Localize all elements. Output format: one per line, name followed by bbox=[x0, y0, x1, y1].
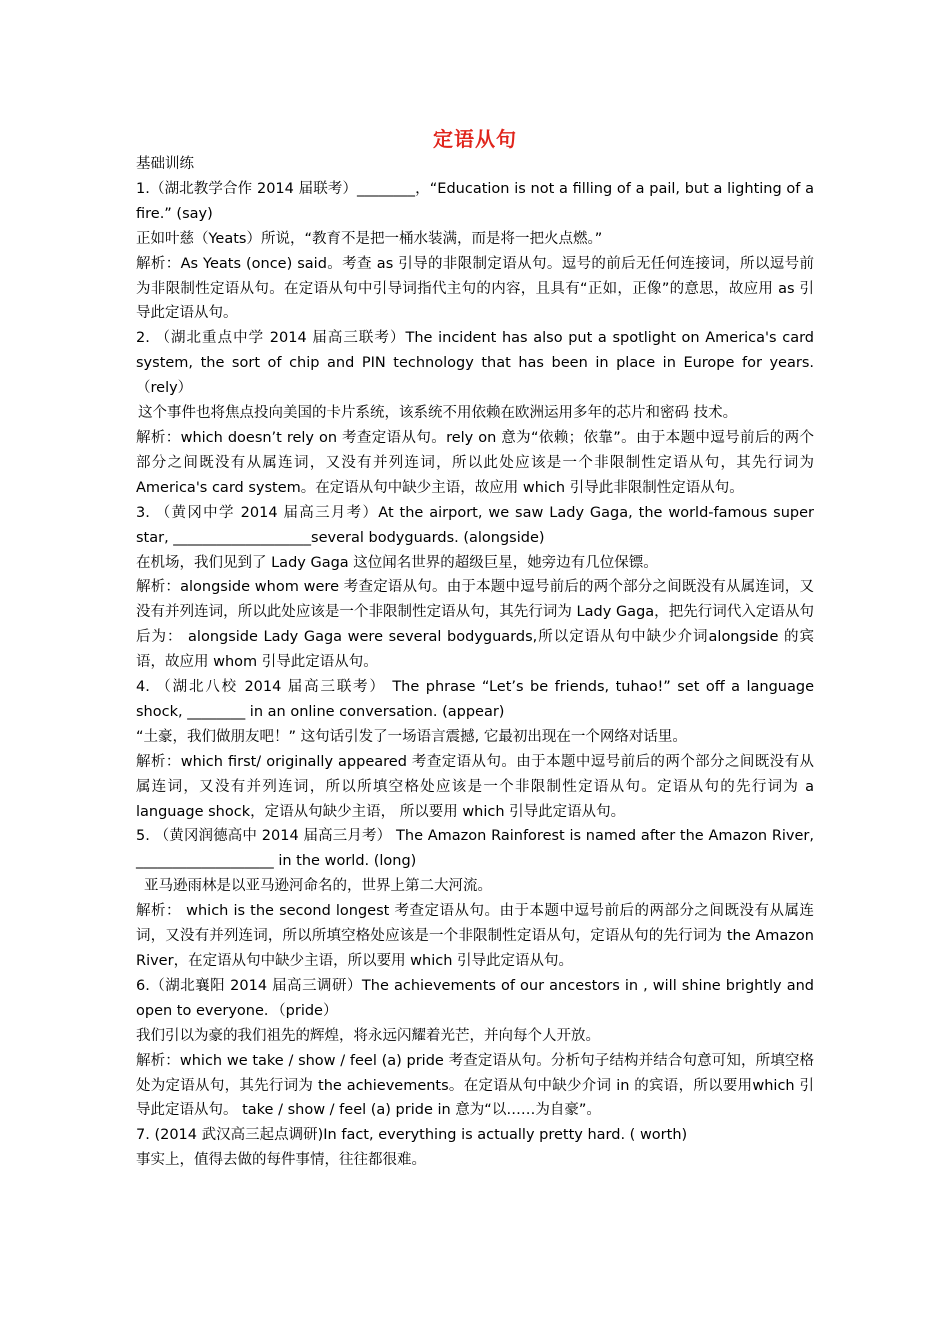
analysis-2: 解析：which doesn’t rely on 考查定语从句。rely on 意为“依赖；依靠”。由于本题中逗号前后的两个部分之间既没有从属连词，又没有并列连词，所以此处应该是一个非限制性定语从句，其先行词为 America's card system。在定语从句中缺少主语，故应用 which 引导此非限制性定语从句。 bbox=[136, 429, 814, 496]
question-4: 4. （湖北八校 2014 届高三联考） The phrase “Let’s be friends, tuhao!” set off a language shock, ________ in an online conversation. (appear) bbox=[136, 679, 814, 720]
translation-7: 事实上，值得去做的每件事情，往往都很难。 bbox=[136, 1152, 426, 1169]
analysis-5: 解析： which is the second longest 考查定语从句。由于本题中逗号前后的两部分之间既没有从属连词，又没有并列连词，所以所填空格处应该是一个非限制性定语从句，定语从句的先行词为 the Amazon River，在定语从句中缺少主语，所以要用 which 引导此定语从句。 bbox=[136, 903, 814, 969]
analysis-6: 解析：which we take / show / feel (a) pride 考查定语从句。分析句子结构并结合句意可知，所填空格处为定语从句，其先行词为 the achievements。在定语从句中缺少介词 in 的宾语，所以要用which 引导此定语从句。 take / show / feel (a) pride in 意为“以……为自豪”。 bbox=[136, 1052, 814, 1119]
translation-2: 这个事件也将焦点投向美国的卡片系统，该系统不用依赖在欧洲运用多年的芯片和密码 技术。 bbox=[138, 405, 738, 422]
section-heading: 基础训练 bbox=[136, 156, 194, 172]
translation-3: 在机场，我们见到了 Lady Gaga 这位闻名世界的超级巨星，她旁边有几位保镖。 bbox=[136, 554, 658, 571]
document-body bbox=[136, 152, 814, 1173]
translation-5: 亚马逊雨林是以亚马逊河命名的，世界上第二大河流。 bbox=[144, 878, 492, 895]
page-title: 定语从句 bbox=[433, 127, 517, 151]
analysis-4: 解析：which first/ originally appeared 考查定语从句。由于本题中逗号前后的两个部分之间既没有从属连词，又没有并列连词，所以所填空格处应该是一个非限制性定语从句。定语从句的先行词为 a language shock，定语从句缺少主语， 所以要用 which 引导此定语从句。 bbox=[136, 753, 814, 820]
question-3: 3. （黄冈中学 2014 届高三月考）At the airport, we saw Lady Gaga, the world-famous super star, ___________________several bodyguards. (alongside) bbox=[136, 504, 814, 546]
question-1: 1.（湖北教学合作 2014 届联考）________，“Education is not a filling of a pail, but a lighting of a fire.” (say) bbox=[136, 180, 814, 222]
analysis-3: 解析：alongside whom were 考查定语从句。由于本题中逗号前后的两个部分之间既没有从属连词，又没有并列连词，所以此处应该是一个非限制性定语从句，其先行词为 Lady Gaga，把先行词代入定语从句后为： alongside Lady Gaga were several bodyguards,所以定语从句中缺少介词alongside 的宾语，故应用 whom 引导此定语从句。 bbox=[136, 579, 814, 671]
translation-4: “土豪，我们做朋友吧！” 这句话引发了一场语言震撼, 它最初出现在一个网络对话里。 bbox=[136, 728, 687, 745]
translation-1: 正如叶慈（Yeats）所说，“教育不是把一桶水装满，而是将一把火点燃。” bbox=[136, 230, 603, 247]
question-2: 2. （湖北重点中学 2014 届高三联考）The incident has also put a spotlight on America's card system, the sort of chip and PIN technology that has been in place in Europe for years.（rely） bbox=[136, 330, 814, 397]
analysis-1: 解析：As Yeats (once) said。考查 as 引导的非限制定语从句。逗号的前后无任何连接词，所以逗号前为非限制性定语从句。在定语从句中引导词指代主句的内容，且具有“正如，正像”的意思，故应用 as 引导此定语从句。 bbox=[136, 255, 814, 322]
question-6: 6.（湖北襄阳 2014 届高三调研）The achievements of our ancestors in , will shine brightly and open to everyone．（pride） bbox=[136, 977, 814, 1019]
question-5: 5. （黄冈润德高中 2014 届高三月考） The Amazon Rainforest is named after the Amazon River, ___________________ in the world. (long) bbox=[136, 828, 814, 870]
question-7: 7. (2014 武汉高三起点调研)In fact, everything is actually pretty hard. ( worth) bbox=[136, 1127, 688, 1144]
translation-6: 我们引以为豪的我们祖先的辉煌，将永远闪耀着光芒，并向每个人开放。 bbox=[136, 1027, 600, 1044]
